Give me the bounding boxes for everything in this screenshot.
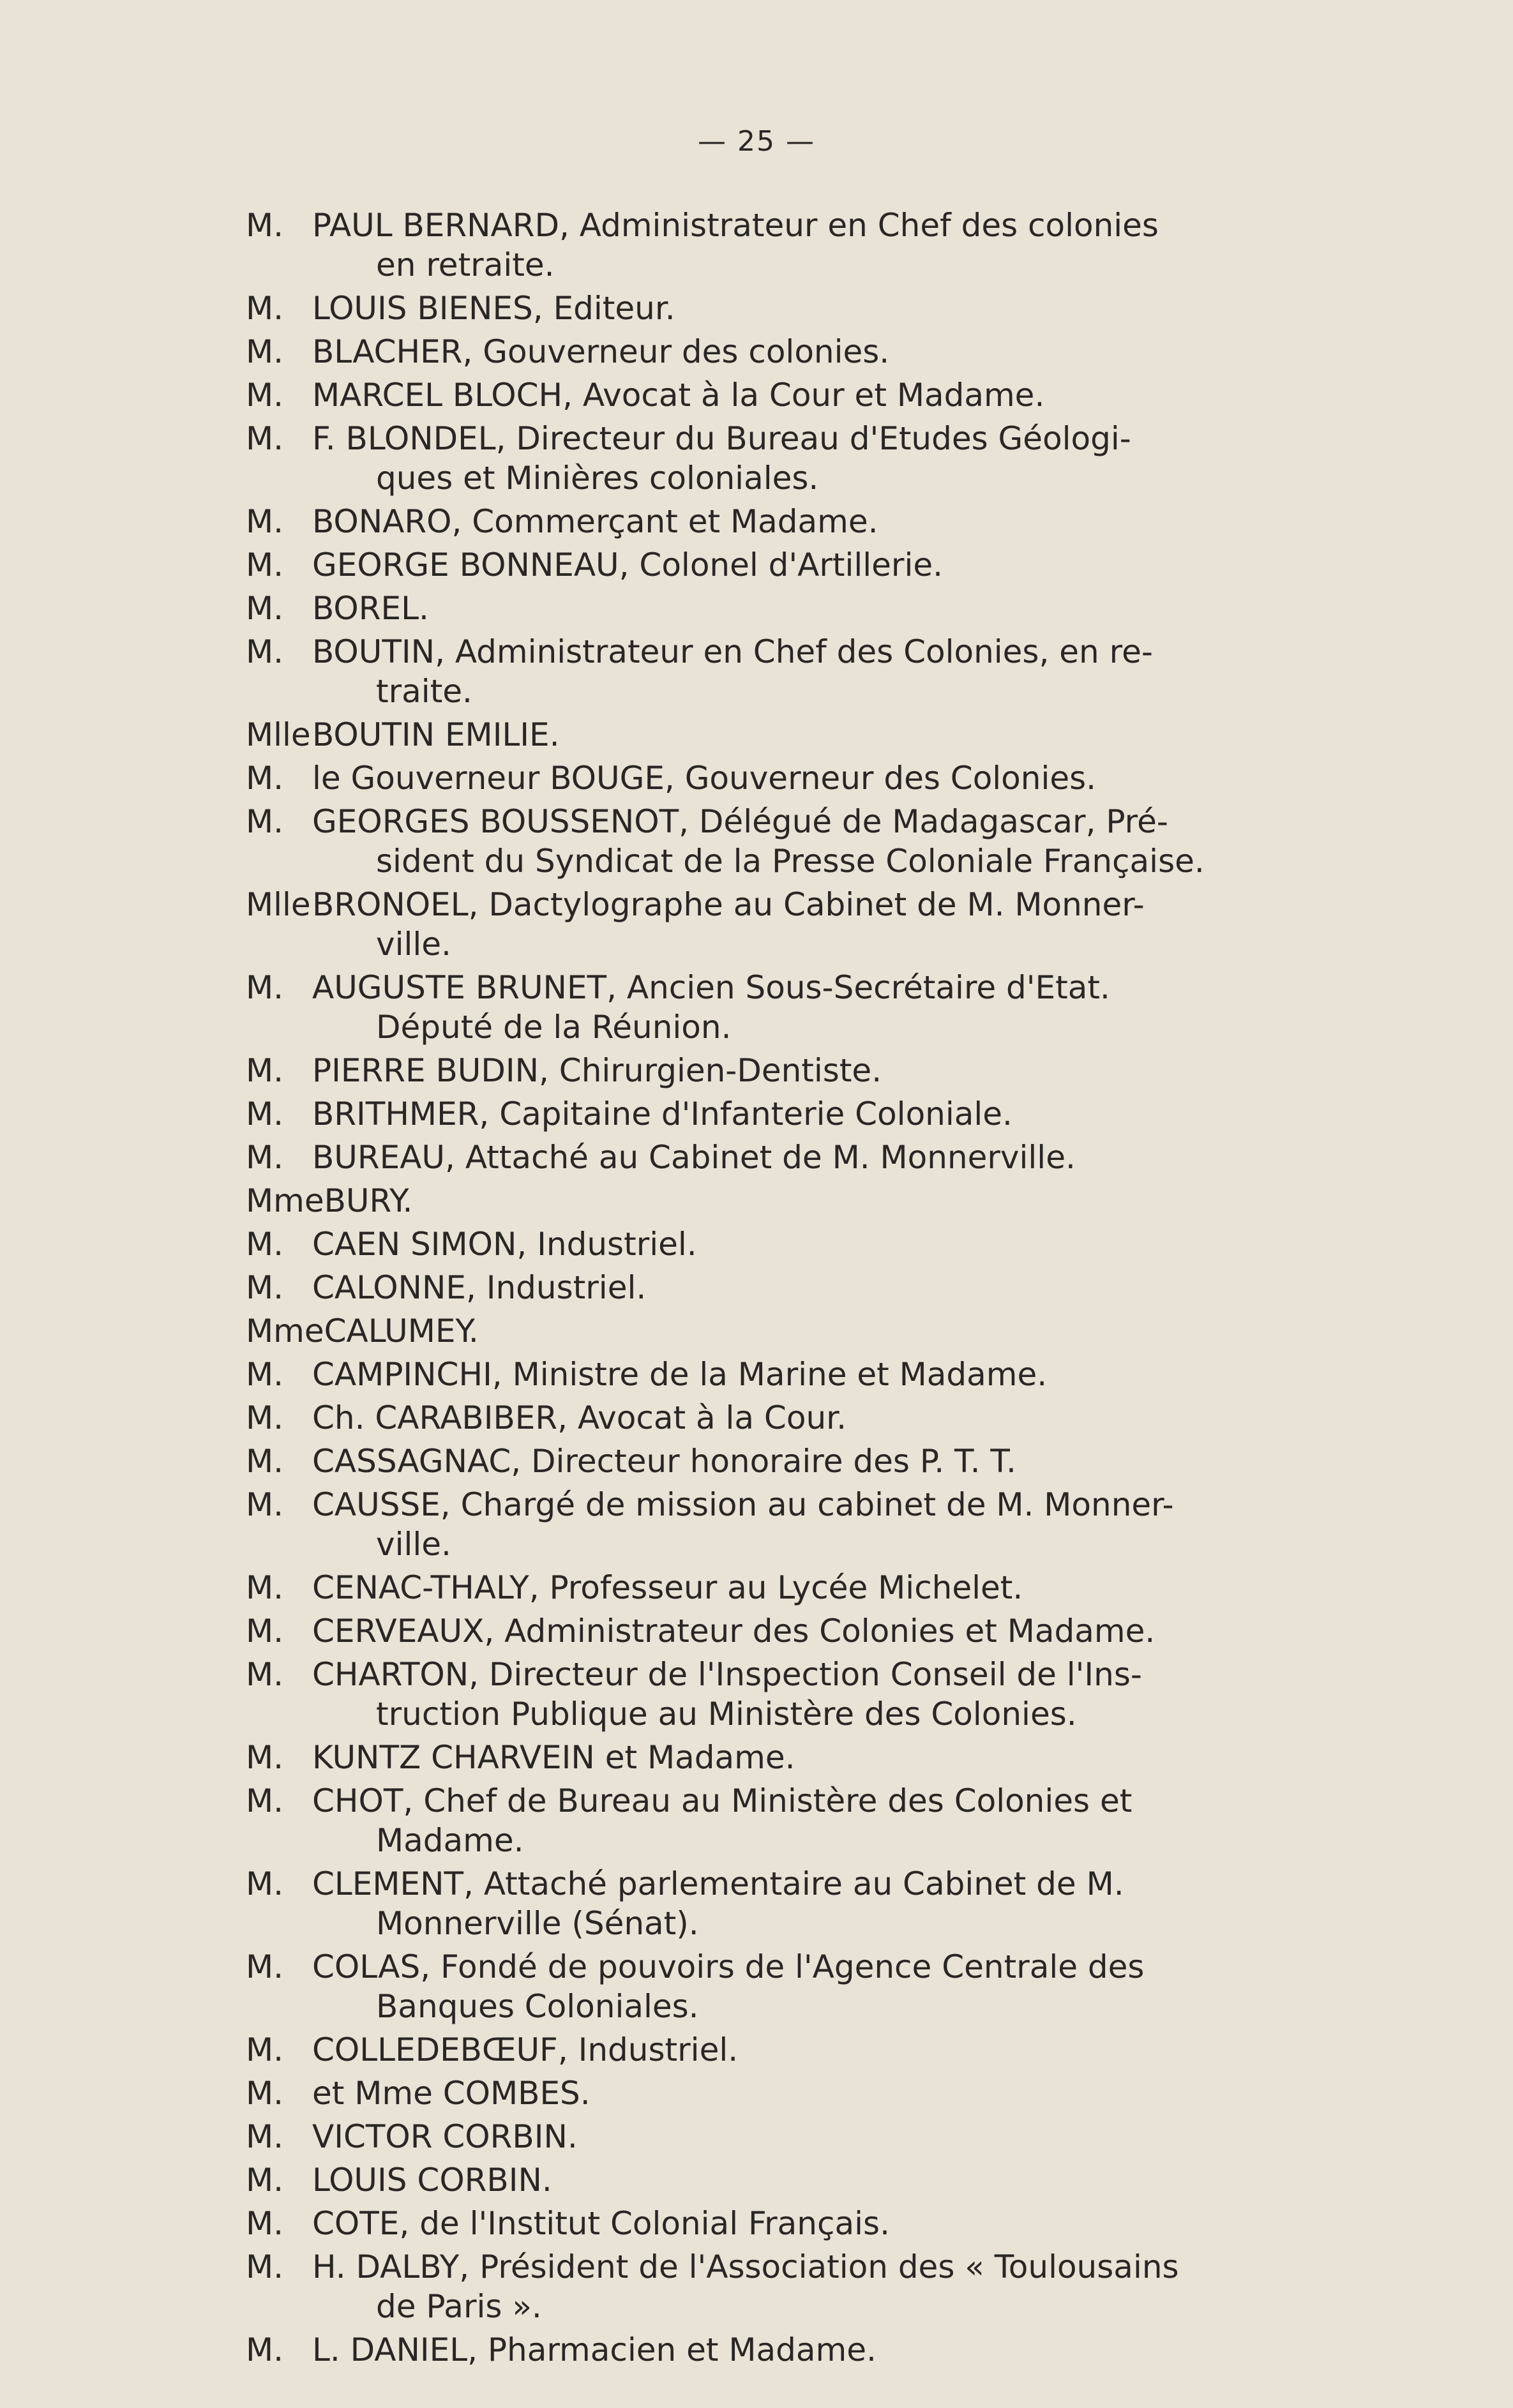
entry-text [312,1094,1267,1134]
entry-line: CLEMENT, Attaché parlementaire au Cabinet de M. [312,1865,1124,1902]
list-item [246,1947,1267,2026]
entry-line: BOUTIN, Administrateur en Chef des Colonies, en re- [312,633,1153,670]
entry-line: et Mme COMBES. [312,2075,591,2112]
entry-line: BRITHMER, Capitaine d'Infanterie Coloniale. [312,1095,1012,1133]
list-item [246,1485,1267,1564]
page-number: — 25 — [698,125,815,158]
list-item [246,758,1267,798]
entry-title: M. [246,1226,284,1263]
entry-title: M. [246,503,284,540]
entry-line: CALUMEY. [324,1313,479,1350]
list-item [246,332,1267,372]
entry-text [312,419,1267,498]
entry-continuation-line: ques et Minières coloniales. [376,460,819,497]
entry-title: M. [246,1052,284,1089]
entry-text [312,802,1267,881]
entry-text [312,1781,1267,1860]
entry-text [312,545,1267,585]
list-item [246,2117,1267,2156]
entry-continuation-line: Monnerville (Sénat). [376,1905,699,1942]
list-item [246,1311,1267,1351]
entry-line: BOREL. [312,590,429,627]
entry-text [312,632,1267,711]
entry-title: M. [246,1739,284,1776]
entry-title: M. [246,1356,284,1393]
list-item [246,1181,1267,1221]
list-item [246,2247,1267,2326]
list-item [246,715,1267,755]
entry-title: M. [246,1443,284,1480]
entry-continuation-line: sident du Syndicat de la Presse Coloniale Française. [376,843,1205,880]
entry-line: KUNTZ CHARVEIN et Madame. [312,1739,795,1776]
entry-line: F. BLONDEL, Directeur du Bureau d'Etudes Géologi- [312,420,1131,457]
entry-title: M. [246,2205,284,2242]
list-item [246,2073,1267,2113]
entry-title: M. [246,969,284,1006]
entry-title: M. [246,590,284,627]
list-item [246,375,1267,415]
entry-title: M. [246,760,284,797]
entry-text [312,1947,1267,2026]
entry-continuation-line: ville. [376,926,451,963]
entry-text [312,2204,1267,2243]
entry-text [312,1051,1267,1090]
entry-text [312,885,1267,964]
list-item [246,419,1267,498]
entry-title: M. [246,633,284,670]
entry-line: L. DANIEL, Pharmacien et Madame. [312,2331,877,2368]
entry-title: M. [246,1656,284,1693]
entry-line: GEORGE BONNEAU, Colonel d'Artillerie. [312,546,944,583]
entry-title: M. [246,1399,284,1436]
guest-list [246,206,1267,2374]
entry-line: CAEN SIMON, Industriel. [312,1226,697,1263]
entry-line: COTE, de l'Institut Colonial Français. [312,2205,890,2242]
entry-text [312,589,1267,628]
entry-line: GEORGES BOUSSENOT, Délégué de Madagascar, Pré- [312,803,1168,840]
entry-text [312,968,1267,1047]
entry-text [312,1138,1267,1177]
entry-continuation-line: ville. [376,1526,451,1563]
entry-title: M. [246,290,284,327]
entry-line: PIERRE BUDIN, Chirurgien-Dentiste. [312,1052,882,1089]
entry-line: CHOT, Chef de Bureau au Ministère des Colonies et [312,1782,1133,1819]
entry-title: M. [246,1486,284,1523]
entry-text [312,289,1267,328]
entry-continuation-line: traite. [376,673,472,710]
entry-text [312,2160,1267,2200]
entry-line: CALONNE, Industriel. [312,1269,647,1306]
entry-title: Mlle [246,886,311,923]
entry-line: PAUL BERNARD, Administrateur en Chef des colonies [312,207,1159,244]
entry-title: M. [246,420,284,457]
entry-text [324,1311,1267,1351]
entry-text [312,375,1267,415]
list-item [246,589,1267,628]
entry-text [312,758,1267,798]
entry-title: M. [246,2075,284,2112]
entry-line: CAUSSE, Chargé de mission au cabinet de M. Monner- [312,1486,1174,1523]
entry-text [312,206,1267,285]
entry-line: BONARO, Commerçant et Madame. [312,503,878,540]
entry-line: AUGUSTE BRUNET, Ancien Sous-Secrétaire d'Etat. [312,969,1110,1006]
list-item [246,1355,1267,1394]
list-item [246,2204,1267,2243]
entry-text [312,1568,1267,1607]
entry-line: CERVEAUX, Administrateur des Colonies et Madame. [312,1613,1155,1650]
entry-line: CHARTON, Directeur de l'Inspection Conseil de l'Ins- [312,1656,1142,1693]
entry-line: BUREAU, Attaché au Cabinet de M. Monnerville. [312,1139,1076,1176]
entry-title: M. [246,803,284,840]
list-item [246,1655,1267,1734]
entry-text [324,1181,1267,1221]
entry-continuation-line: de Paris ». [376,2288,542,2325]
entry-text [312,2247,1267,2326]
entry-line: CASSAGNAC, Directeur honoraire des P. T. T. [312,1443,1016,1480]
entry-line: LOUIS BIENES, Editeur. [312,290,675,327]
list-item [246,1138,1267,1177]
list-item [246,1398,1267,1438]
entry-text [312,502,1267,541]
list-item [246,2030,1267,2070]
entry-title: Mme [246,1182,324,1219]
list-item [246,1441,1267,1481]
entry-title: M. [246,207,284,244]
list-item [246,1864,1267,1943]
entry-title: M. [246,1865,284,1902]
list-item [246,289,1267,328]
entry-title: M. [246,1139,284,1176]
entry-text [312,2073,1267,2113]
list-item [246,1738,1267,1777]
entry-text [312,2330,1267,2370]
entry-text [312,1611,1267,1651]
entry-title: Mlle [246,716,311,753]
entry-text [312,1655,1267,1734]
entry-line: BURY. [324,1182,413,1219]
entry-line: H. DALBY, Président de l'Association des « Toulousains [312,2248,1179,2285]
list-item [246,2330,1267,2370]
entry-title: M. [246,2031,284,2068]
entry-line: le Gouverneur BOUGE, Gouverneur des Colonies. [312,760,1097,797]
entry-line: BOUTIN EMILIE. [312,716,560,753]
entry-continuation-line: Banques Coloniales. [376,1988,699,2025]
entry-title: M. [246,1948,284,1985]
entry-line: BRONOEL, Dactylographe au Cabinet de M. Monner- [312,886,1145,923]
entry-title: M. [246,333,284,370]
list-item [246,1781,1267,1860]
entry-text [312,1864,1267,1943]
entry-line: Ch. CARABIBER, Avocat à la Cour. [312,1399,847,1436]
entry-title: Mme [246,1313,324,1350]
list-item [246,885,1267,964]
list-item [246,2160,1267,2200]
list-item [246,502,1267,541]
entry-line: CENAC-THALY, Professeur au Lycée Michelet. [312,1569,1023,1606]
entry-title: M. [246,377,284,414]
entry-title: M. [246,2248,284,2285]
list-item [246,802,1267,881]
list-item [246,1094,1267,1134]
entry-title: M. [246,1569,284,1606]
entry-text [312,1485,1267,1564]
entry-text [312,1738,1267,1777]
entry-text [312,2030,1267,2070]
entry-text [312,332,1267,372]
entry-title: M. [246,2331,284,2368]
entry-line: BLACHER, Gouverneur des colonies. [312,333,890,370]
entry-title: M. [246,1782,284,1819]
entry-continuation-line: Madame. [376,1822,524,1859]
list-item [246,1568,1267,1607]
list-item [246,1224,1267,1264]
entry-line: CAMPINCHI, Ministre de la Marine et Madame. [312,1356,1048,1393]
entry-text [312,2117,1267,2156]
entry-continuation-line: truction Publique au Ministère des Colonies. [376,1696,1077,1733]
entry-line: MARCEL BLOCH, Avocat à la Cour et Madame. [312,377,1045,414]
entry-title: M. [246,1613,284,1650]
list-item [246,1611,1267,1651]
entry-line: COLLEDEBŒUF, Industriel. [312,2031,739,2068]
entry-text [312,1224,1267,1264]
entry-line: LOUIS CORBIN. [312,2162,552,2199]
entry-title: M. [246,546,284,583]
entry-text [312,1441,1267,1481]
list-item [246,632,1267,711]
list-item [246,1268,1267,1307]
entry-title: M. [246,1095,284,1133]
list-item [246,968,1267,1047]
entry-continuation-line: Député de la Réunion. [376,1009,732,1046]
entry-title: M. [246,2162,284,2199]
entry-line: VICTOR CORBIN. [312,2118,578,2155]
entry-text [312,1398,1267,1438]
entry-text [312,1268,1267,1307]
list-item [246,1051,1267,1090]
list-item [246,545,1267,585]
entry-text [312,715,1267,755]
entry-text [312,1355,1267,1394]
entry-title: M. [246,1269,284,1306]
entry-line: COLAS, Fondé de pouvoirs de l'Agence Centrale des [312,1948,1145,1985]
entry-title: M. [246,2118,284,2155]
entry-continuation-line: en retraite. [376,246,555,283]
list-item [246,206,1267,285]
